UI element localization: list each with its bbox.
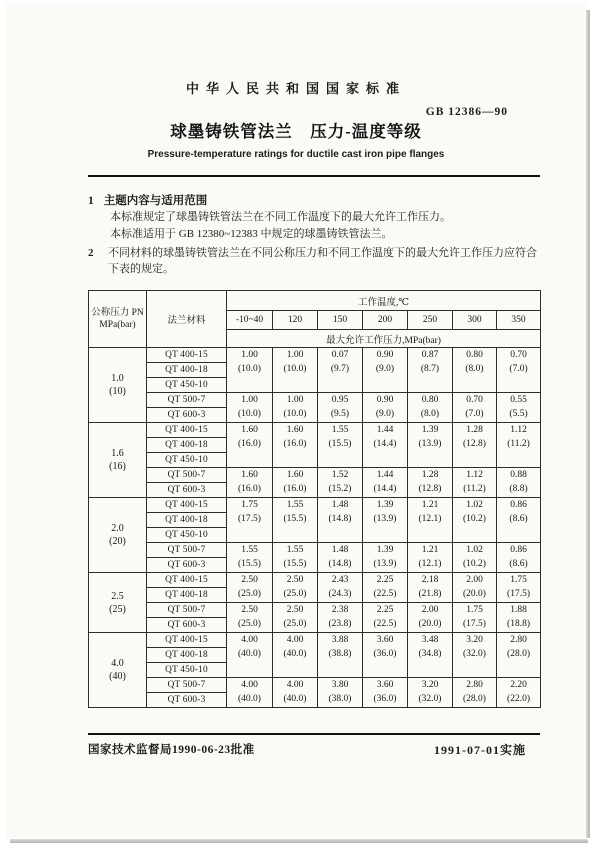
rating-value-cell: 1.00 (10.0)	[273, 348, 318, 393]
rating-value-cell: 1.55 (15.5)	[318, 423, 363, 468]
rating-value-cell: 1.39 (13.9)	[363, 498, 408, 543]
rating-value-cell: 1.75 (17.5)	[497, 573, 541, 603]
rating-value-cell: 1.60 (16.0)	[273, 423, 318, 468]
material-column-header: 法兰材料	[147, 291, 227, 348]
rating-value-cell: 0.86 (8.6)	[497, 498, 541, 543]
table-row	[89, 423, 541, 438]
clause-1-title: 主题内容与适用范围	[103, 195, 208, 207]
flange-material-cell: QT 600-3	[147, 558, 227, 573]
table-row	[89, 543, 541, 558]
clause-1-paragraph-1: 本标准规定了球墨铸铁管法兰在不同工作温度下的最大允许工作压力。	[110, 211, 451, 223]
flange-material-cell: QT 400-18	[147, 648, 227, 663]
rating-value-cell: 3.48 (34.8)	[408, 633, 453, 678]
document-page	[6, 4, 586, 838]
footer-rule	[88, 733, 540, 735]
rating-value-cell: 2.43 (24.3)	[318, 573, 363, 603]
flange-material-cell: QT 400-15	[147, 498, 227, 513]
rating-value-cell: 2.00 (20.0)	[453, 573, 497, 603]
rating-value-cell: 2.20 (22.0)	[497, 678, 541, 708]
rating-value-cell: 0.87 (8.7)	[408, 348, 453, 393]
clause-2-number: 2	[88, 247, 94, 259]
max-pressure-subheader: 最大允许工作压力,MPa(bar)	[227, 330, 541, 348]
rating-value-cell: 0.70 (7.0)	[497, 348, 541, 393]
rating-value-cell: 1.52 (15.2)	[318, 468, 363, 498]
temp-col-header: -10~40	[227, 311, 273, 330]
table-row	[89, 573, 541, 588]
flange-material-cell: QT 500-7	[147, 603, 227, 618]
rating-value-cell: 2.80 (28.0)	[497, 633, 541, 678]
rating-value-cell: 0.88 (8.8)	[497, 468, 541, 498]
temp-col-header: 300	[453, 311, 497, 330]
rating-value-cell: 0.90 (9.0)	[363, 393, 408, 423]
rating-value-cell: 1.00 (10.0)	[227, 393, 273, 423]
table-row	[89, 348, 541, 363]
temp-col-header: 250	[408, 311, 453, 330]
table-row	[89, 603, 541, 618]
standard-number: GB 12386—90	[425, 106, 508, 118]
rating-value-cell: 1.00 (10.0)	[273, 393, 318, 423]
temp-col-header: 350	[497, 311, 541, 330]
rating-value-cell: 3.20 (32.0)	[453, 633, 497, 678]
nominal-pressure-cell: 2.0 (20)	[89, 498, 147, 573]
rating-value-cell: 2.50 (25.0)	[273, 573, 318, 603]
rating-value-cell: 1.02 (10.2)	[453, 498, 497, 543]
table-row	[89, 678, 541, 693]
rating-value-cell: 3.60 (36.0)	[363, 678, 408, 708]
rating-value-cell: 1.60 (16.0)	[227, 423, 273, 468]
rating-value-cell: 1.21 (12.1)	[408, 498, 453, 543]
flange-material-cell: QT 600-3	[147, 483, 227, 498]
flange-material-cell: QT 600-3	[147, 618, 227, 633]
rating-value-cell: 4.00 (40.0)	[227, 678, 273, 708]
rating-value-cell: 1.28 (12.8)	[453, 423, 497, 468]
rating-value-cell: 1.21 (12.1)	[408, 543, 453, 573]
flange-material-cell: QT 400-15	[147, 423, 227, 438]
rating-value-cell: 1.48 (14.8)	[318, 498, 363, 543]
rating-value-cell: 0.70 (7.0)	[453, 393, 497, 423]
flange-material-cell: QT 450-10	[147, 528, 227, 543]
table-header	[89, 291, 541, 348]
nominal-pressure-cell: 4.0 (40)	[89, 633, 147, 708]
rating-value-cell: 0.90 (9.0)	[363, 348, 408, 393]
pn-header-line2: MPa(bar)	[99, 320, 136, 330]
temp-col-header: 120	[273, 311, 318, 330]
rating-value-cell: 1.48 (14.8)	[318, 543, 363, 573]
rating-value-cell: 1.60 (16.0)	[227, 468, 273, 498]
english-title: Pressure-temperature ratings for ductile cast iron pipe flanges	[147, 149, 445, 160]
flange-material-cell: QT 400-18	[147, 588, 227, 603]
rating-value-cell: 1.55 (15.5)	[227, 543, 273, 573]
rating-value-cell: 1.44 (14.4)	[363, 468, 408, 498]
flange-material-cell: QT 500-7	[147, 468, 227, 483]
flange-material-cell: QT 450-10	[147, 378, 227, 393]
clause-2-text: 不同材料的球墨铸铁管法兰在不同公称压力和不同工作温度下的最大允许工作压力应符合下表的规定。	[108, 247, 537, 275]
flange-material-cell: QT 400-15	[147, 348, 227, 363]
flange-material-cell: QT 600-3	[147, 693, 227, 708]
table-row	[89, 468, 541, 483]
rating-value-cell: 4.00 (40.0)	[227, 633, 273, 678]
flange-material-cell: QT 600-3	[147, 408, 227, 423]
flange-material-cell: QT 500-7	[147, 393, 227, 408]
flange-material-cell: QT 450-10	[147, 663, 227, 678]
rating-value-cell: 2.18 (21.8)	[408, 573, 453, 603]
rating-value-cell: 1.00 (10.0)	[227, 348, 273, 393]
rating-value-cell: 1.39 (13.9)	[408, 423, 453, 468]
header-rule	[88, 175, 540, 177]
footer-approval: 国家技术监督局1990-06-23批准	[88, 744, 255, 756]
pn-column-header	[89, 291, 147, 348]
footer-implementation: 1991-07-01实施	[434, 743, 526, 757]
rating-value-cell: 1.44 (14.4)	[363, 423, 408, 468]
rating-value-cell: 2.25 (22.5)	[363, 573, 408, 603]
rating-value-cell: 4.00 (40.0)	[273, 678, 318, 708]
rating-value-cell: 3.80 (38.0)	[318, 678, 363, 708]
rating-value-cell: 1.55 (15.5)	[273, 543, 318, 573]
rating-value-cell: 1.12 (11.2)	[453, 468, 497, 498]
flange-material-cell: QT 400-15	[147, 633, 227, 648]
rating-value-cell: 1.39 (13.9)	[363, 543, 408, 573]
clause-1-paragraph-2: 本标准适用于 GB 12380~12383 中规定的球墨铸铁管法兰。	[110, 228, 393, 240]
nominal-pressure-cell: 1.0 (10)	[89, 348, 147, 423]
rating-value-cell: 0.80 (8.0)	[453, 348, 497, 393]
table-row	[89, 393, 541, 408]
page-title: 球墨铸铁管法兰 压力-温度等级	[170, 122, 422, 141]
rating-value-cell: 3.60 (36.0)	[363, 633, 408, 678]
rating-value-cell: 1.88 (18.8)	[497, 603, 541, 633]
flange-material-cell: QT 400-18	[147, 438, 227, 453]
rating-value-cell: 1.12 (11.2)	[497, 423, 541, 468]
temp-col-header: 200	[363, 311, 408, 330]
flange-material-cell: QT 400-18	[147, 363, 227, 378]
rating-value-cell: 2.38 (23.8)	[318, 603, 363, 633]
flange-material-cell: QT 500-7	[147, 543, 227, 558]
standard-org-line: 中华人民共和国国家标准	[185, 81, 406, 96]
clause-1-number: 1	[88, 195, 94, 207]
pn-header-line1: 公称压力 PN	[91, 308, 144, 318]
rating-value-cell: 0.07 (9.7)	[318, 348, 363, 393]
ratings-table-body	[89, 348, 541, 708]
flange-material-cell: QT 400-18	[147, 513, 227, 528]
rating-value-cell: 2.00 (20.0)	[408, 603, 453, 633]
rating-value-cell: 0.55 (5.5)	[497, 393, 541, 423]
rating-value-cell: 3.88 (38.8)	[318, 633, 363, 678]
table-row	[89, 498, 541, 513]
rating-value-cell: 0.86 (8.6)	[497, 543, 541, 573]
clause-1-heading	[88, 192, 207, 208]
rating-value-cell: 2.80 (28.0)	[453, 678, 497, 708]
temp-col-header: 150	[318, 311, 363, 330]
nominal-pressure-cell: 1.6 (16)	[89, 423, 147, 498]
rating-value-cell: 1.02 (10.2)	[453, 543, 497, 573]
flange-material-cell: QT 400-15	[147, 573, 227, 588]
rating-value-cell: 1.75 (17.5)	[227, 498, 273, 543]
table-row	[89, 633, 541, 648]
flange-material-cell: QT 500-7	[147, 678, 227, 693]
working-temperature-header: 工作温度,℃	[227, 291, 541, 311]
rating-value-cell: 1.75 (17.5)	[453, 603, 497, 633]
rating-value-cell: 1.60 (16.0)	[273, 468, 318, 498]
rating-value-cell: 1.55 (15.5)	[273, 498, 318, 543]
scan-edge-right	[586, 10, 590, 838]
rating-value-cell: 3.20 (32.0)	[408, 678, 453, 708]
rating-value-cell: 2.50 (25.0)	[227, 573, 273, 603]
rating-value-cell: 4.00 (40.0)	[273, 633, 318, 678]
rating-value-cell: 0.80 (8.0)	[408, 393, 453, 423]
scan-edge-bottom	[10, 839, 588, 843]
rating-value-cell: 2.25 (22.5)	[363, 603, 408, 633]
rating-value-cell: 2.50 (25.0)	[273, 603, 318, 633]
clause-2	[88, 245, 546, 277]
flange-material-cell: QT 450-10	[147, 453, 227, 468]
rating-value-cell: 2.50 (25.0)	[227, 603, 273, 633]
pressure-temperature-table	[88, 290, 541, 708]
rating-value-cell: 1.28 (12.8)	[408, 468, 453, 498]
nominal-pressure-cell: 2.5 (25)	[89, 573, 147, 633]
rating-value-cell: 0.95 (9.5)	[318, 393, 363, 423]
